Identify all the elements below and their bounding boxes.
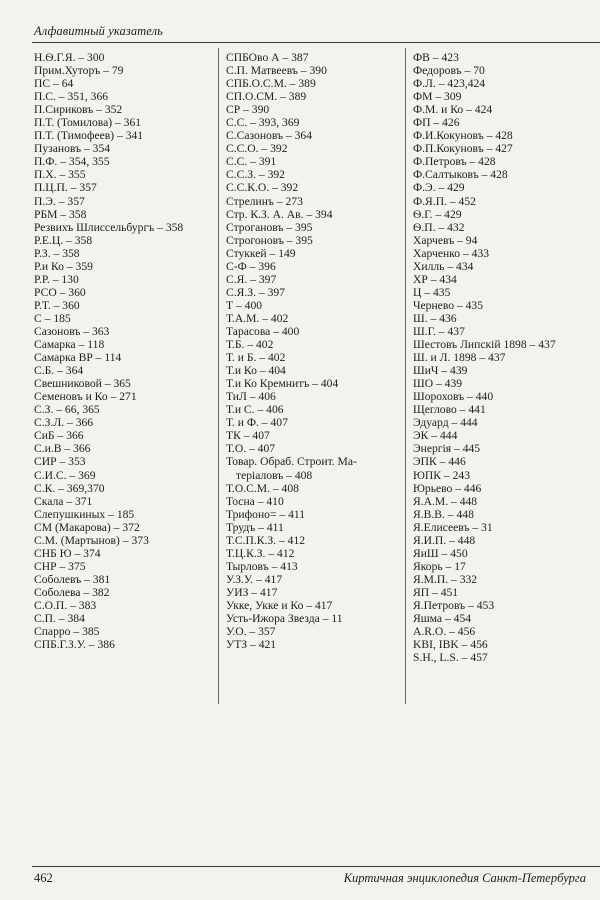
index-entry: Н.Ѳ.Г.Я. – 300 <box>34 51 105 64</box>
index-entry: Ш.Г. – 437 <box>413 324 465 338</box>
index-entry: Усть-Ижора Звезда – 11 <box>226 612 343 626</box>
index-entry: Ѳ.Г. – 429 <box>413 207 462 221</box>
index-entry: Я.М.П. – 332 <box>413 572 478 586</box>
index-entry: Ф.Салтыковъ – 428 <box>413 168 508 182</box>
index-entry: Р.Р. – 130 <box>34 272 79 286</box>
index-entry: Харченко – 433 <box>413 246 490 260</box>
index-entry: Тосна – 410 <box>226 494 284 508</box>
index-entry: РБМ – 358 <box>34 207 87 221</box>
index-entry: Семеновъ и Ко – 271 <box>34 390 137 404</box>
index-entry: Т.Ц.К.З. – 412 <box>226 546 295 560</box>
index-entry: Р.З. – 358 <box>34 246 80 260</box>
index-entry: СиБ – 366 <box>34 429 84 443</box>
index-column-2 <box>226 51 404 651</box>
index-entry: С.З.Л. – 366 <box>34 416 94 430</box>
index-entry: Трудъ – 411 <box>226 520 284 534</box>
index-entry: Федоровъ – 70 <box>413 64 485 78</box>
index-entry: С.Я.З. – 397 <box>226 285 285 299</box>
index-entry: С.С. – 393, 369 <box>226 116 300 130</box>
footer-rule <box>32 866 600 867</box>
index-entry: ТК – 407 <box>226 429 270 443</box>
index-entry: П.Э. – 357 <box>34 194 85 208</box>
index-entry: ПС – 64 <box>34 77 74 91</box>
index-entry: С.С.О. – 392 <box>226 142 288 156</box>
book-title: Киртичная энциклопедия Санкт-Петербурга <box>343 871 586 885</box>
index-entry: С.П. – 384 <box>34 612 85 626</box>
index-entry: Ф.Л. – 423,424 <box>413 77 486 91</box>
index-entry: П.Х. – 355 <box>34 168 86 182</box>
index-entry: Я.И.П. – 448 <box>413 533 476 547</box>
index-entry: ТиЛ – 406 <box>226 390 276 404</box>
index-entry: П.Т. (Тимофеев) – 341 <box>34 129 144 143</box>
index-entry: РСО – 360 <box>34 285 86 299</box>
index-entry: Я.А.М. – 448 <box>413 494 478 508</box>
index-entry: Стрелинъ – 273 <box>226 194 303 208</box>
index-entry: Ш. и Л. 1898 – 437 <box>413 351 506 365</box>
index-entry: ЯиШ – 450 <box>413 546 468 560</box>
index-entry: KBI, IBK – 456 <box>413 638 488 652</box>
index-entry: Трифоно= – 411 <box>226 507 306 521</box>
index-entry: S.H., L.S. – 457 <box>413 651 488 665</box>
index-entry: Скала – 371 <box>34 494 93 508</box>
index-entry: Строгоновъ – 395 <box>226 233 313 247</box>
index-entry: Т.и С. – 406 <box>226 403 284 417</box>
index-entry: Т.С.П.К.З. – 412 <box>226 533 306 547</box>
index-entry: Р.Е.Ц. – 358 <box>34 233 93 247</box>
index-entry: Тырловъ – 413 <box>226 559 298 573</box>
index-entry: П.Ц.П. – 357 <box>34 181 97 195</box>
index-entry: С.П. Матвеевъ – 390 <box>226 64 327 78</box>
index-entry: С.К. – 369,370 <box>34 481 105 495</box>
index-entry: Эдуард – 444 <box>413 416 478 430</box>
index-entry: ШО – 439 <box>413 377 463 391</box>
index-entry: Я.Елисеевъ – 31 <box>413 520 493 534</box>
index-entry: С.М. (Мартынов) – 373 <box>34 533 149 547</box>
index-entry: С.С.К.О. – 392 <box>226 181 299 195</box>
index-entry: Энергія – 445 <box>413 442 481 456</box>
index-entry: Самарка – 118 <box>34 338 105 352</box>
index-entry: ЭК – 444 <box>413 429 458 443</box>
index-entry: С.Я. – 397 <box>226 272 277 286</box>
index-entry: П.С. – 351, 366 <box>34 90 109 104</box>
index-entry: Шороховъ – 440 <box>413 390 494 404</box>
index-entry: Товар. Обраб. Строит. Ма- <box>226 455 357 469</box>
index-entry: П.Сириковъ – 352 <box>34 103 123 117</box>
index-entry: Прим.Хуторъ – 79 <box>34 64 124 78</box>
index-entry: Т.О. – 407 <box>226 442 276 456</box>
index-entry: УТЗ – 421 <box>226 638 277 652</box>
index-entry: С.З. – 66, 365 <box>34 403 100 417</box>
index-entry: Т.Б. – 402 <box>226 338 274 352</box>
index-entry: Слепушкиных – 185 <box>34 507 135 521</box>
index-entry: Соболева – 382 <box>34 585 110 599</box>
header-rule <box>32 42 600 43</box>
column-divider <box>218 48 219 704</box>
index-entry: Ф.Э. – 429 <box>413 181 465 195</box>
index-entry: С.С. – 391 <box>226 155 277 169</box>
index-entry: Самарка ВР – 114 <box>34 351 122 365</box>
index-entry: Свешниковой – 365 <box>34 377 131 391</box>
index-entry: Якорь – 17 <box>413 559 466 573</box>
index-entry: Шестовъ Липскій 1898 – 437 <box>413 338 556 352</box>
index-column-1 <box>34 51 212 651</box>
index-entry: Т. и Ф. – 407 <box>226 416 288 430</box>
index-entry: СИР – 353 <box>34 455 86 469</box>
index-entry: Т. и Б. – 402 <box>226 351 286 365</box>
index-entry: ЭПК – 446 <box>413 455 466 469</box>
index-entry: П.Т. (Томилова) – 361 <box>34 116 142 130</box>
page-number: 462 <box>34 871 53 885</box>
index-entry: П.Ф. – 354, 355 <box>34 155 110 169</box>
index-entry: С.Б. – 364 <box>34 364 84 378</box>
index-entry: Т.А.М. – 402 <box>226 311 289 325</box>
index-entry: Резвихъ Шлиссельбургъ – 358 <box>34 220 184 234</box>
index-entry: Ш. – 436 <box>413 311 457 325</box>
index-entry: Ф.П.Кокуновъ – 427 <box>413 142 513 156</box>
index-entry: Я.Петровъ – 453 <box>413 598 495 612</box>
running-head: Алфавитный указатель <box>34 24 163 38</box>
index-entry: Т – 400 <box>226 298 263 312</box>
index-entry: У.О. – 357 <box>226 625 276 639</box>
index-entry: Ѳ.П. – 432 <box>413 220 465 234</box>
index-entry: СР – 390 <box>226 103 270 117</box>
index-entry: Юрьево – 446 <box>413 481 482 495</box>
index-entry: С.И.С. – 369 <box>34 468 96 482</box>
index-entry: С – 185 <box>34 311 71 325</box>
index-entry: СПБ.Г.З.У. – 386 <box>34 638 115 652</box>
index-entry: Т.и Ко Кремнитъ – 404 <box>226 377 339 391</box>
index-entry: Ф.Я.П. – 452 <box>413 194 476 208</box>
index-entry: СПБОво А – 387 <box>226 51 309 64</box>
index-entry: Пузановъ – 354 <box>34 142 111 156</box>
index-entry: У.З.У. – 417 <box>226 572 283 586</box>
index-entry: Стуккей – 149 <box>226 246 296 260</box>
index-entry: Строгановъ – 395 <box>226 220 313 234</box>
index-entry: Тарасова – 400 <box>226 324 300 338</box>
index-entry: ХР – 434 <box>413 272 457 286</box>
index-entry: Харчевъ – 94 <box>413 233 478 247</box>
index-entry: Щеглово – 441 <box>413 403 486 417</box>
index-entry: Стр. К.З. А. Ав. – 394 <box>226 207 333 221</box>
index-entry: СМ (Макарова) – 372 <box>34 520 140 534</box>
index-entry: С.Сазоновъ – 364 <box>226 129 312 143</box>
index-entry: СНБ Ю – 374 <box>34 546 101 560</box>
index-entry: Т.и Ко – 404 <box>226 364 286 378</box>
index-entry: Ф.Петровъ – 428 <box>413 155 496 169</box>
index-entry: Хилль – 434 <box>413 259 474 273</box>
index-entry: Р.и Ко – 359 <box>34 259 93 273</box>
index-entry: ФП – 426 <box>413 116 460 130</box>
index-entry: СНР – 375 <box>34 559 86 573</box>
index-entry: ЯП – 451 <box>413 585 459 599</box>
index-entry: С.С.З. – 392 <box>226 168 285 182</box>
index-entry: Спарро – 385 <box>34 625 100 639</box>
index-entry: С-Ф – 396 <box>226 259 276 273</box>
index-entry: Р.Т. – 360 <box>34 298 80 312</box>
index-entry: Чернево – 435 <box>413 298 484 312</box>
index-entry: Укке, Укке и Ко – 417 <box>226 598 333 612</box>
index-entry: Ц – 435 <box>413 285 451 299</box>
index-entry: теріаловъ – 408 <box>236 468 313 482</box>
column-divider <box>405 48 406 704</box>
index-entry: ЮПК – 243 <box>413 468 471 482</box>
index-entry: A.R.O. – 456 <box>413 625 476 639</box>
index-entry: Я.В.В. – 448 <box>413 507 474 521</box>
index-entry: ФМ – 309 <box>413 90 462 104</box>
index-entry: Т.О.С.М. – 408 <box>226 481 299 495</box>
index-entry: Ф.М. и Ко – 424 <box>413 103 493 117</box>
index-entry: СПБ.О.С.М. – 389 <box>226 77 316 91</box>
index-entry: СП.О.СМ. – 389 <box>226 90 307 104</box>
index-entry: УИЗ – 417 <box>226 585 278 599</box>
index-column-3 <box>413 51 593 664</box>
index-entry: Сазоновъ – 363 <box>34 324 110 338</box>
index-entry: Ф.И.Кокуновъ – 428 <box>413 129 513 143</box>
index-entry: С.и.В – 366 <box>34 442 91 456</box>
index-entry: Соболевъ – 381 <box>34 572 111 586</box>
index-entry: ШиЧ – 439 <box>413 364 468 378</box>
index-entry: Яшма – 454 <box>413 612 472 626</box>
index-entry: ФВ – 423 <box>413 51 459 64</box>
index-entry: С.О.П. – 383 <box>34 598 97 612</box>
